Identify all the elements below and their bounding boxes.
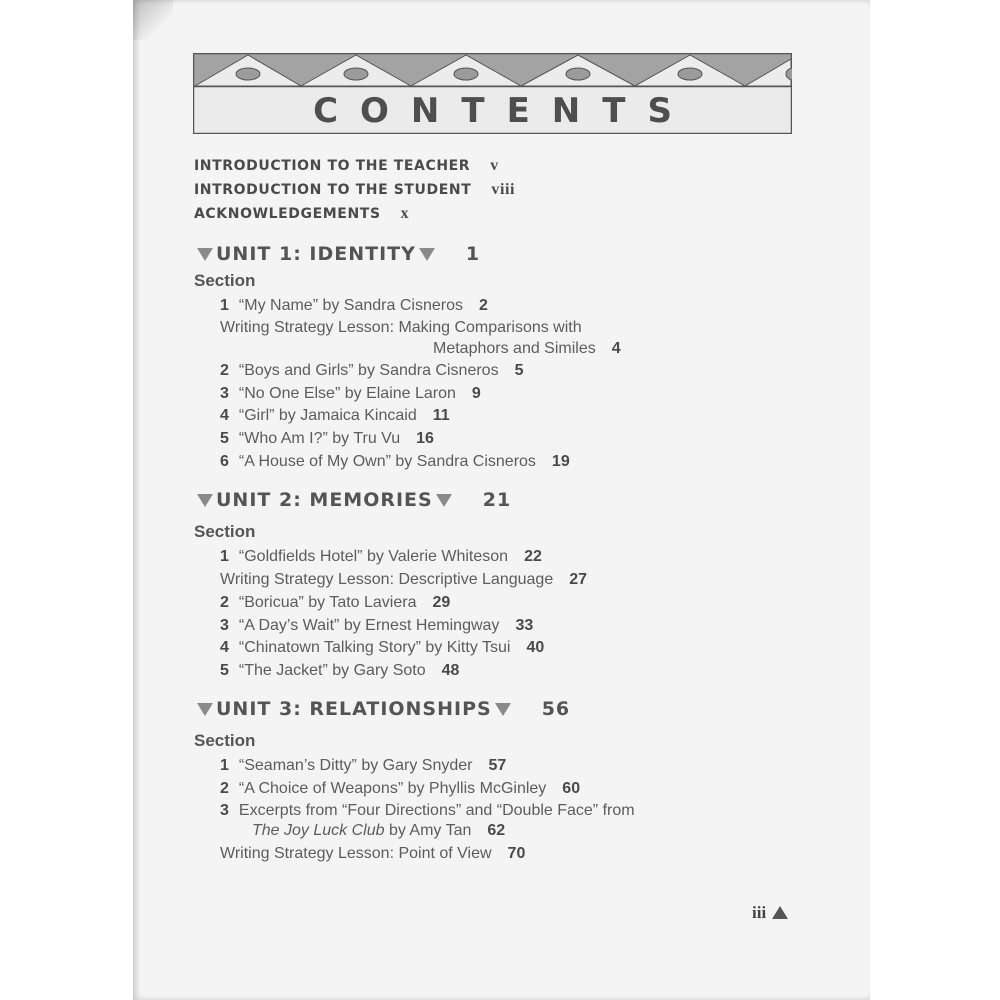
section-label: Section: [194, 731, 256, 750]
toc-entry: 3 “A Day’s Wait” by Ernest Hemingway 33: [220, 617, 534, 634]
toc-entry: 1 “Goldfields Hotel” by Valerie Whiteson 22: [220, 548, 542, 565]
up-triangle-icon: [772, 906, 788, 919]
unit-1-heading: [194, 243, 480, 265]
down-triangle-icon: [197, 703, 213, 716]
toc-entry: 4 “Chinatown Talking Story” by Kitty Tsui 40: [220, 639, 545, 656]
toc-entry-acknowledgements: [194, 205, 409, 223]
entry-page: v: [490, 157, 499, 174]
toc-entry: 6 “A House of My Own” by Sandra Cisneros 19: [220, 453, 570, 470]
toc-entry: 5 “The Jacket” by Gary Soto 48: [220, 662, 460, 679]
unit-page: 56: [541, 698, 571, 720]
unit-2-heading: [194, 489, 511, 511]
down-triangle-icon: [419, 248, 435, 261]
toc-entry: Metaphors and Similes 4: [433, 340, 621, 357]
entry-label: INTRODUCTION TO THE TEACHER: [194, 158, 471, 174]
toc-entry: Writing Strategy Lesson: Making Comparisons with: [220, 319, 582, 336]
page-title: CONTENTS: [313, 90, 694, 131]
page-number: [752, 903, 788, 923]
down-triangle-icon: [495, 703, 511, 716]
entry-label: ACKNOWLEDGEMENTS: [194, 206, 381, 222]
down-triangle-icon: [436, 494, 452, 507]
section-label: Section: [194, 271, 256, 290]
unit-page: 1: [465, 243, 481, 265]
unit-title: UNIT 3: RELATIONSHIPS: [216, 698, 492, 720]
entry-page: x: [400, 205, 410, 222]
entry-label: INTRODUCTION TO THE STUDENT: [194, 182, 472, 198]
unit-page: 21: [482, 489, 512, 511]
toc-entry: 3 Excerpts from “Four Directions” and “Double Face” from: [220, 802, 635, 819]
toc-entry: Writing Strategy Lesson: Descriptive Language 27: [220, 571, 588, 588]
down-triangle-icon: [197, 248, 213, 261]
page-number-text: iii: [752, 903, 767, 922]
toc-entry: Writing Strategy Lesson: Point of View 70: [220, 845, 526, 862]
unit-title: UNIT 1: IDENTITY: [216, 243, 416, 265]
scan-margin: [0, 0, 133, 1000]
down-triangle-icon: [197, 494, 213, 507]
toc-entry-intro-teacher: [194, 157, 499, 175]
contents-banner: [193, 53, 792, 134]
toc-entry: 2 “Boricua” by Tato Laviera 29: [220, 594, 451, 611]
toc-entry: 1 “My Name” by Sandra Cisneros 2: [220, 297, 488, 314]
toc-entry: 3 “No One Else” by Elaine Laron 9: [220, 385, 481, 402]
toc-entry: 1 “Seaman’s Ditty” by Gary Snyder 57: [220, 757, 507, 774]
toc-entry: 2 “A Choice of Weapons” by Phyllis McGinley 60: [220, 780, 581, 797]
toc-entry: The Joy Luck Club by Amy Tan 62: [252, 822, 506, 839]
toc-entry: 2 “Boys and Girls” by Sandra Cisneros 5: [220, 362, 524, 379]
toc-entry: 5 “Who Am I?” by Tru Vu 16: [220, 430, 434, 447]
unit-title: UNIT 2: MEMORIES: [216, 489, 433, 511]
section-label: Section: [194, 522, 256, 541]
entry-page: viii: [491, 181, 516, 198]
unit-3-heading: [194, 698, 570, 720]
toc-entry-intro-student: [194, 181, 515, 199]
toc-entry: 4 “Girl” by Jamaica Kincaid 11: [220, 407, 450, 424]
